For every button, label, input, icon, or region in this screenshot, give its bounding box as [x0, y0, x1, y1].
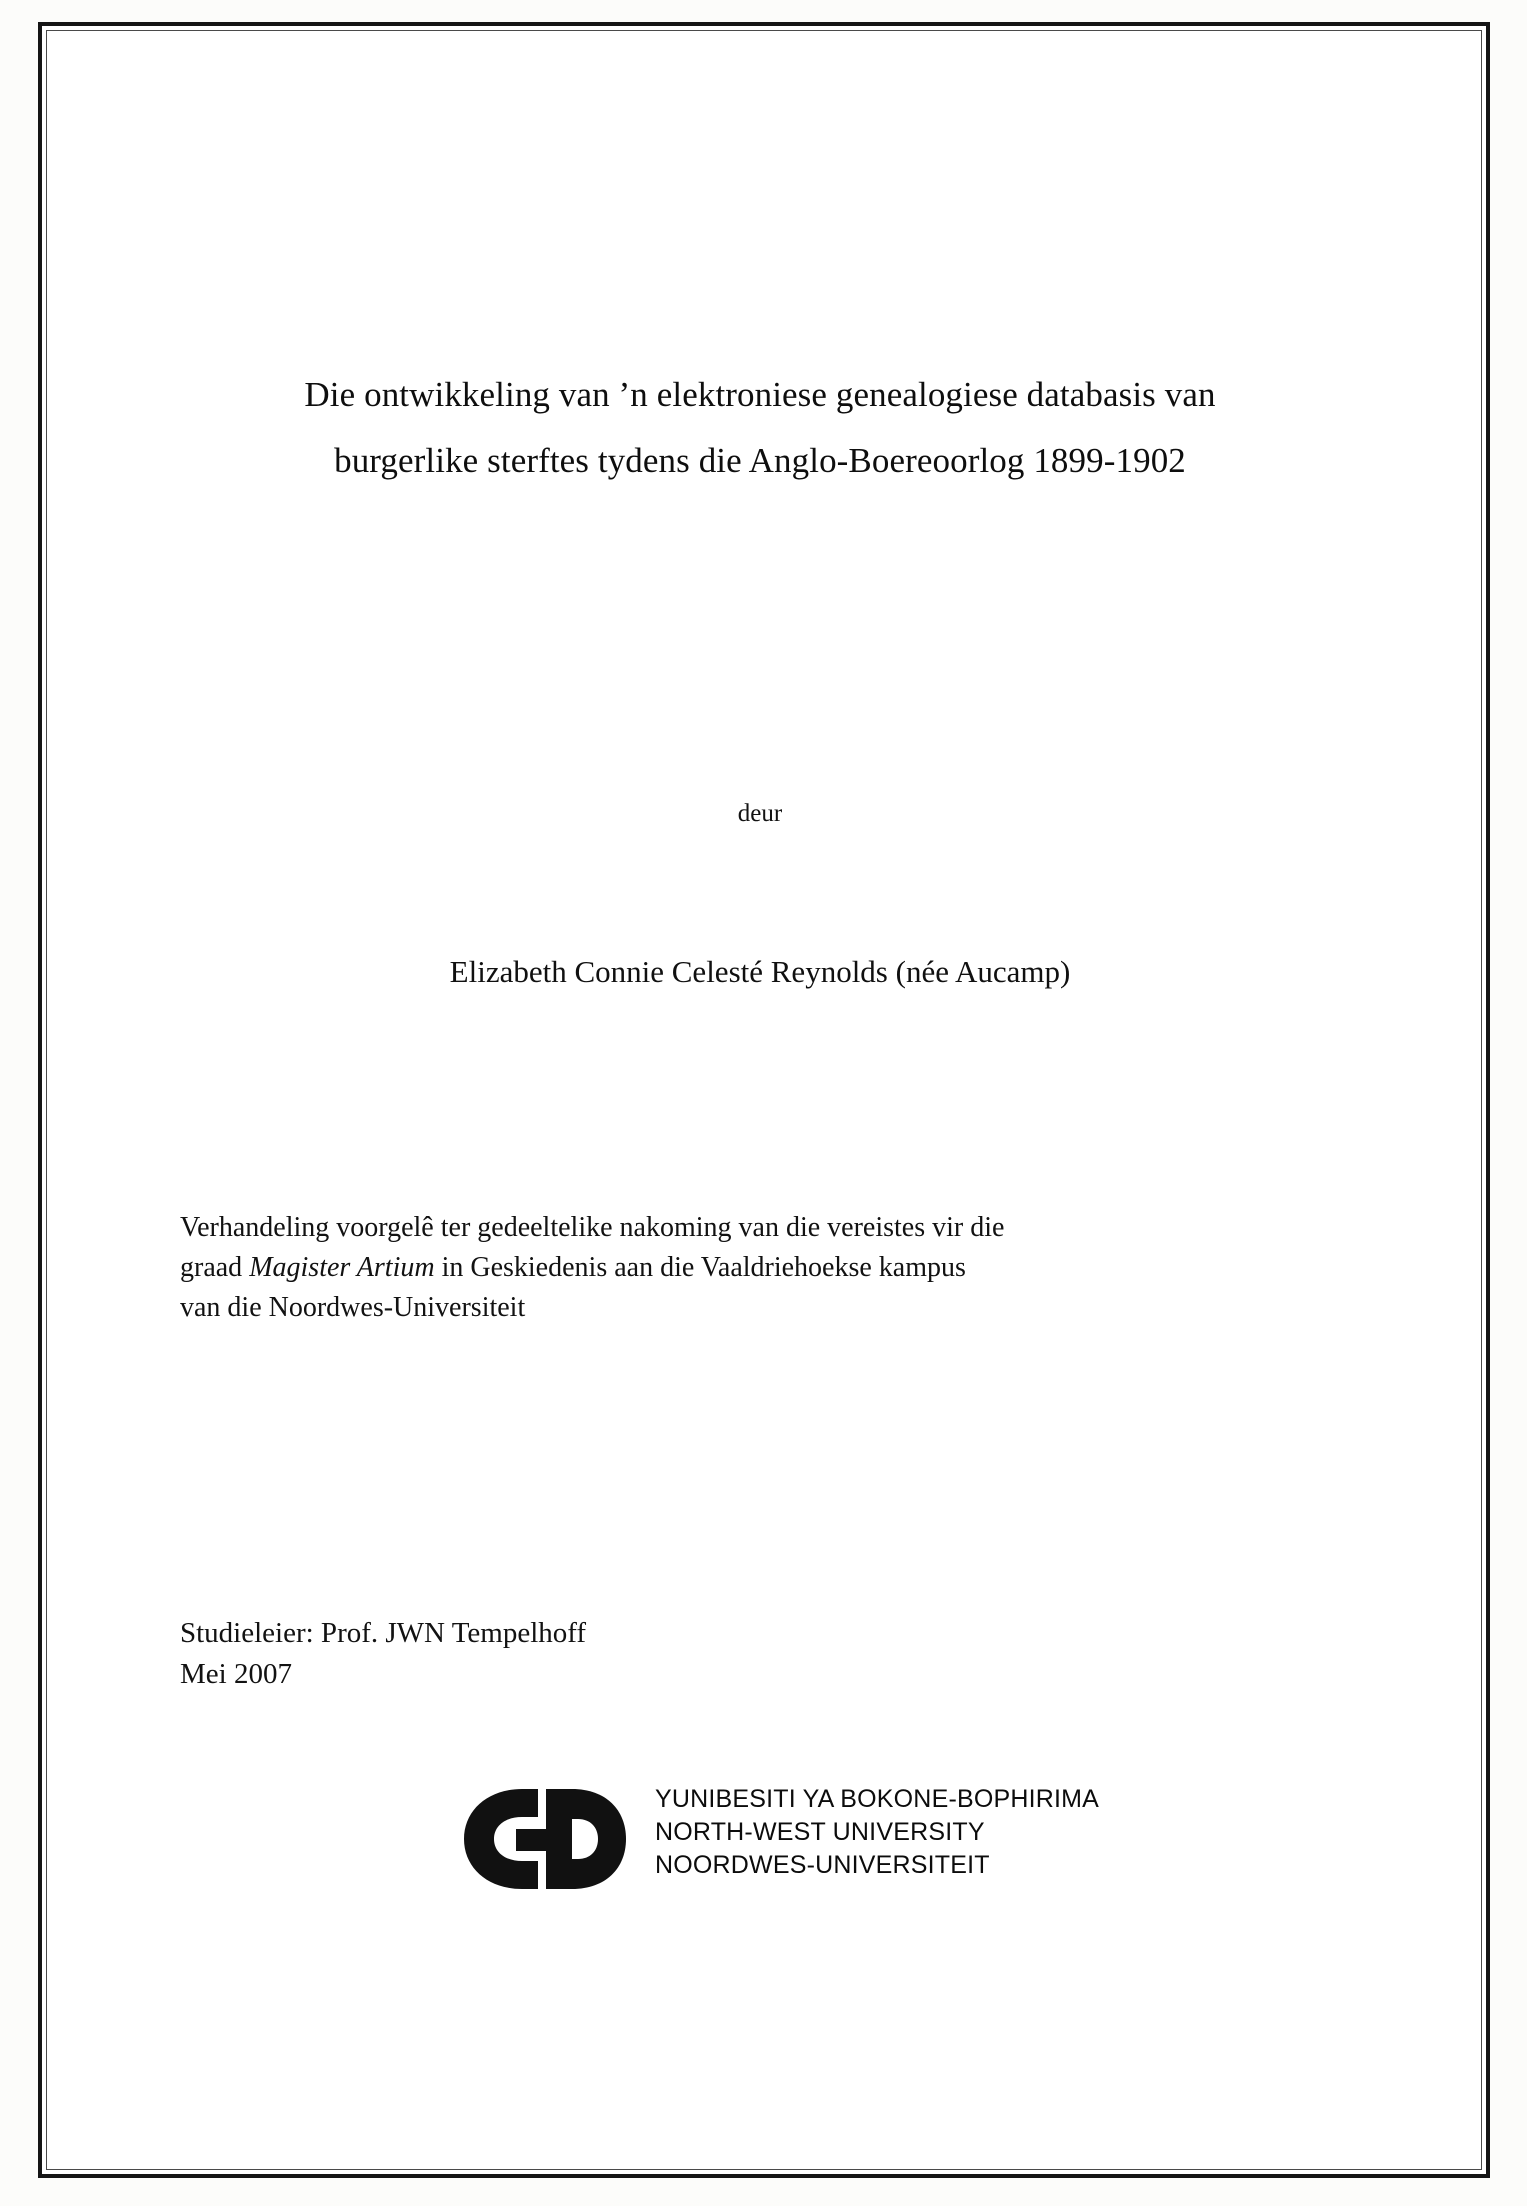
- title-page-content: [180, 0, 1340, 2206]
- logo-text-line-2: NORTH-WEST UNIVERSITY: [655, 1818, 985, 1846]
- degree-statement: [180, 1208, 1315, 1328]
- by-label: deur: [737, 800, 783, 827]
- author-name: Elizabeth Connie Celesté Reynolds (née Aucamp): [449, 954, 1071, 989]
- logo-text-line-1: YUNIBESITI YA BOKONE-BOPHIRIMA: [655, 1785, 1100, 1813]
- degree-statement-line-3: van die Noordwes-Universiteit: [180, 1292, 526, 1323]
- title-line-1: Die ontwikkeling van ’n elektroniese genealogiese databasis van: [304, 375, 1216, 414]
- degree-statement-line-2-prefix: graad: [180, 1252, 250, 1283]
- university-logo-text: [655, 1783, 1099, 1882]
- degree-statement-line-2: [180, 1248, 1315, 1288]
- title-line-2: burgerlike sterftes tydens die Anglo-Boereoorlog 1899-1902: [334, 441, 1186, 480]
- supervisor-block: [180, 1613, 1180, 1695]
- university-logo: [460, 1775, 1160, 1915]
- supervisor-line: Studieleier: Prof. JWN Tempelhoff: [180, 1617, 587, 1649]
- north-west-university-logo-icon: [460, 1785, 650, 1893]
- degree-statement-line-2-suffix: in Geskiedenis aan die Vaaldriehoekse kampus: [434, 1252, 966, 1283]
- page-title: [180, 362, 1340, 494]
- date-line: Mei 2007: [180, 1658, 292, 1690]
- degree-name: Magister Artium: [249, 1252, 435, 1283]
- degree-statement-line-1: Verhandeling voorgelê ter gedeeltelike nakoming van die vereistes vir die: [180, 1212, 1005, 1243]
- logo-text-line-3: NOORDWES-UNIVERSITEIT: [655, 1851, 990, 1879]
